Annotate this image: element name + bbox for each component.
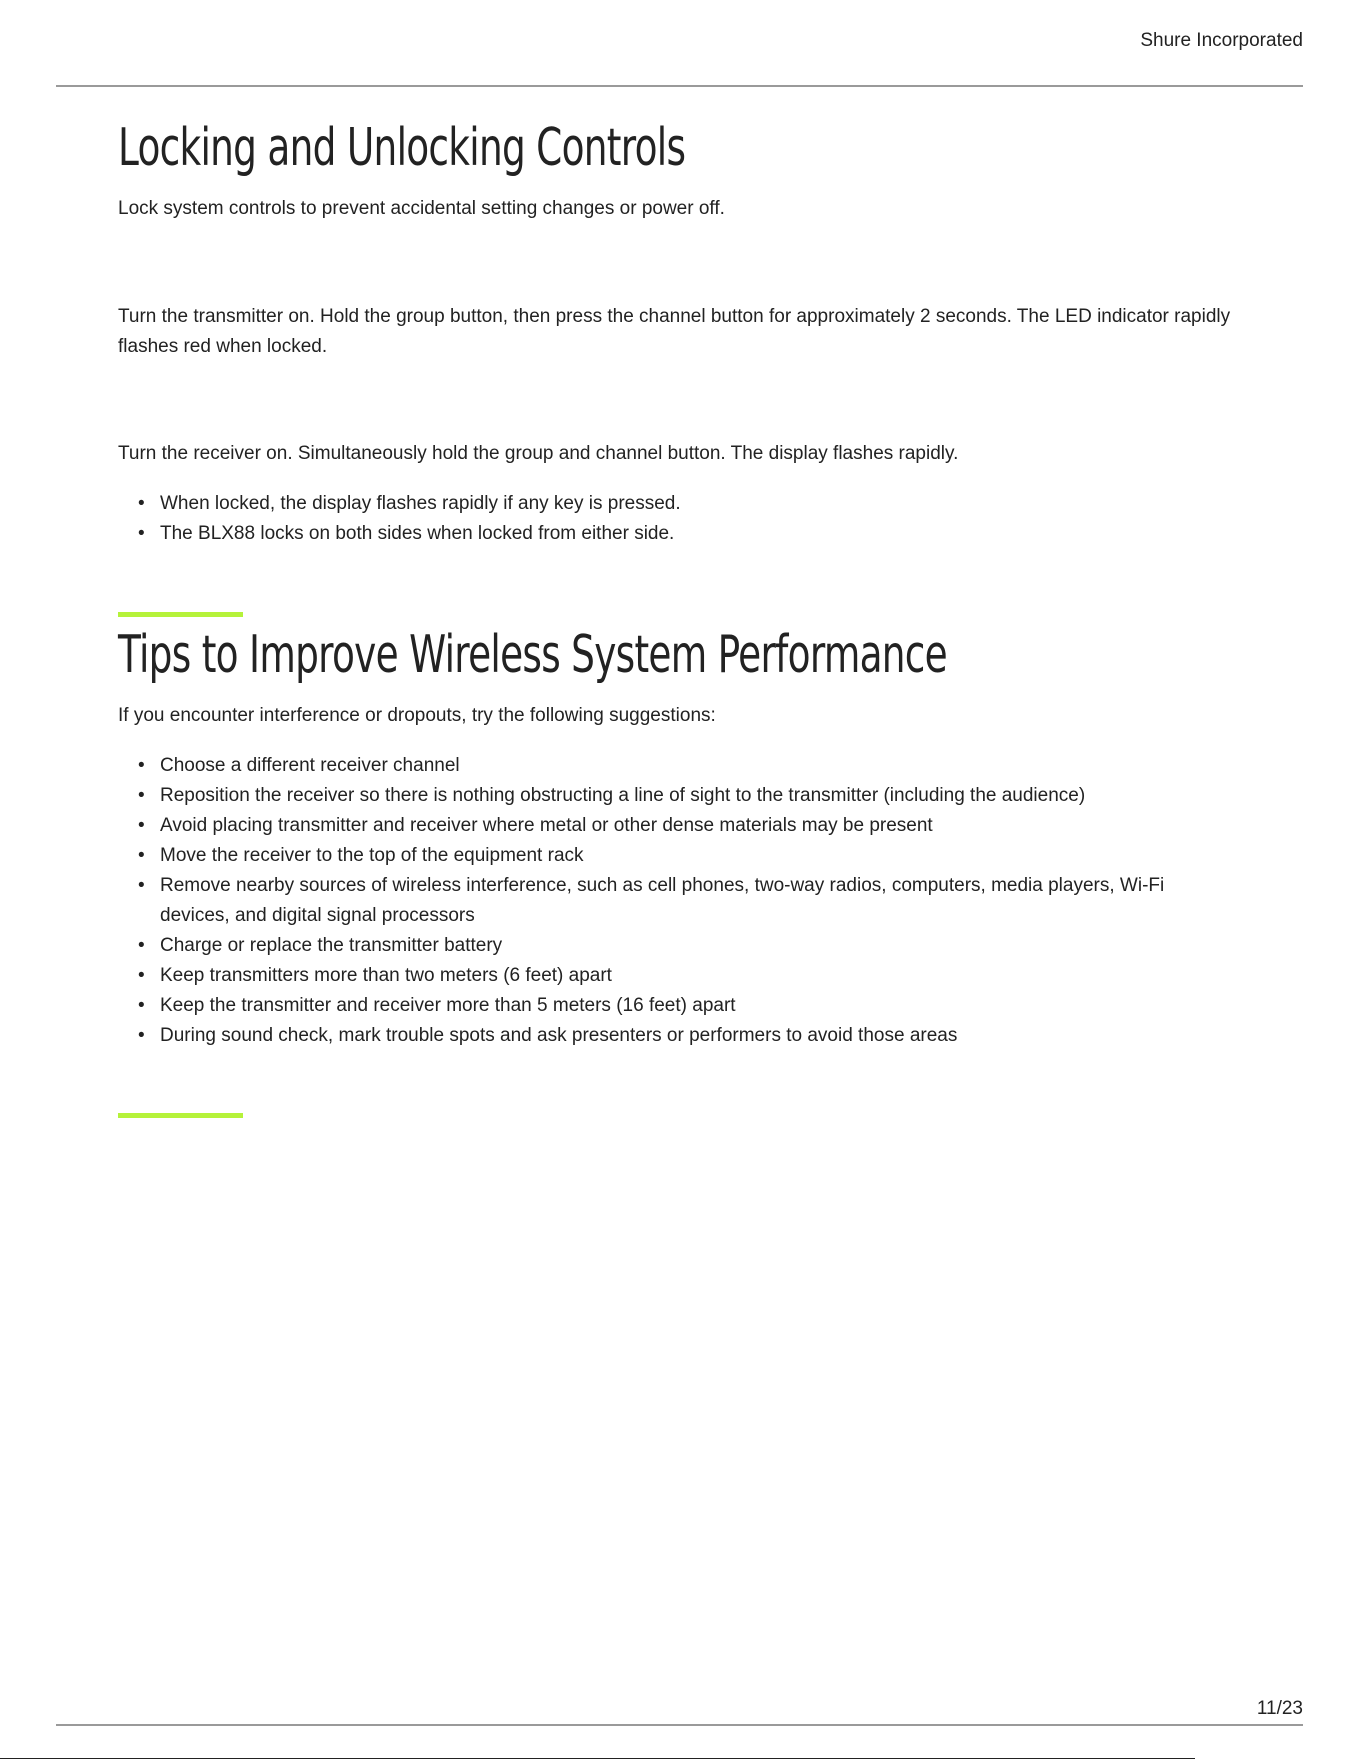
list-item-text: Charge or replace the transmitter battery (160, 935, 503, 956)
list-item (118, 991, 1238, 1021)
list-item-text: Keep transmitters more than two meters (6 feet) apart (160, 965, 612, 986)
lock-notes-list (118, 489, 1238, 549)
bullet-icon: • (138, 1025, 145, 1046)
list-item (118, 1021, 1238, 1051)
section-intro-tips: If you encounter interference or dropouts, try the following suggestions: (118, 705, 716, 726)
section-accent-bar (118, 612, 243, 617)
footer-rule (56, 1724, 1303, 1726)
list-item (118, 931, 1238, 961)
header-company: Shure Incorporated (1140, 30, 1303, 51)
bullet-icon: • (138, 935, 145, 956)
section-title-tips: Tips to Improve Wireless System Performance (118, 625, 947, 685)
list-item-text: The BLX88 locks on both sides when locked from either side. (160, 523, 675, 544)
list-item-text: During sound check, mark trouble spots and ask presenters or performers to avoid those areas (160, 1025, 958, 1046)
list-item (118, 841, 1238, 871)
bullet-icon: • (138, 493, 145, 514)
list-item (118, 811, 1238, 841)
list-item-text: When locked, the display flashes rapidly if any key is pressed. (160, 493, 681, 514)
list-item-text: Avoid placing transmitter and receiver where metal or other dense materials may be present (160, 815, 933, 836)
page-number: 11/23 (1256, 1698, 1303, 1719)
list-item (118, 781, 1238, 811)
bullet-icon: • (138, 523, 145, 544)
tips-list (118, 751, 1238, 1051)
bullet-icon: • (138, 965, 145, 986)
list-item (118, 751, 1238, 781)
list-item-text: Keep the transmitter and receiver more than 5 meters (16 feet) apart (160, 995, 736, 1016)
header-rule (56, 85, 1303, 87)
list-item (118, 961, 1238, 991)
receiver-lock-instructions: Turn the receiver on. Simultaneously hold the group and channel button. The display flashes rapidly. (118, 443, 959, 464)
list-item (118, 489, 1238, 519)
list-item-text: Remove nearby sources of wireless interference, such as cell phones, two-way radios, computers, media players, Wi-Fi devices, and digital signal processors (160, 875, 1165, 926)
list-item (118, 519, 1238, 549)
section-title-locking: Locking and Unlocking Controls (118, 118, 686, 178)
list-item-text: Choose a different receiver channel (160, 755, 460, 776)
footer-edge-line (0, 1758, 1195, 1759)
bullet-icon: • (138, 785, 145, 806)
list-item-text: Reposition the receiver so there is nothing obstructing a line of sight to the transmitter (including the audience) (160, 785, 1086, 806)
bullet-icon: • (138, 845, 145, 866)
bullet-icon: • (138, 755, 145, 776)
section-intro-locking: Lock system controls to prevent accidental setting changes or power off. (118, 198, 725, 219)
list-item-text: Move the receiver to the top of the equipment rack (160, 845, 584, 866)
list-item (118, 871, 1238, 931)
bullet-icon: • (138, 995, 145, 1016)
bullet-icon: • (138, 815, 145, 836)
section-accent-bar (118, 1113, 243, 1118)
bullet-icon: • (138, 875, 145, 896)
transmitter-lock-instructions: Turn the transmitter on. Hold the group button, then press the channel button for approximately 2 seconds. The LED indicator rapidly flashes red when locked. (118, 306, 1231, 357)
